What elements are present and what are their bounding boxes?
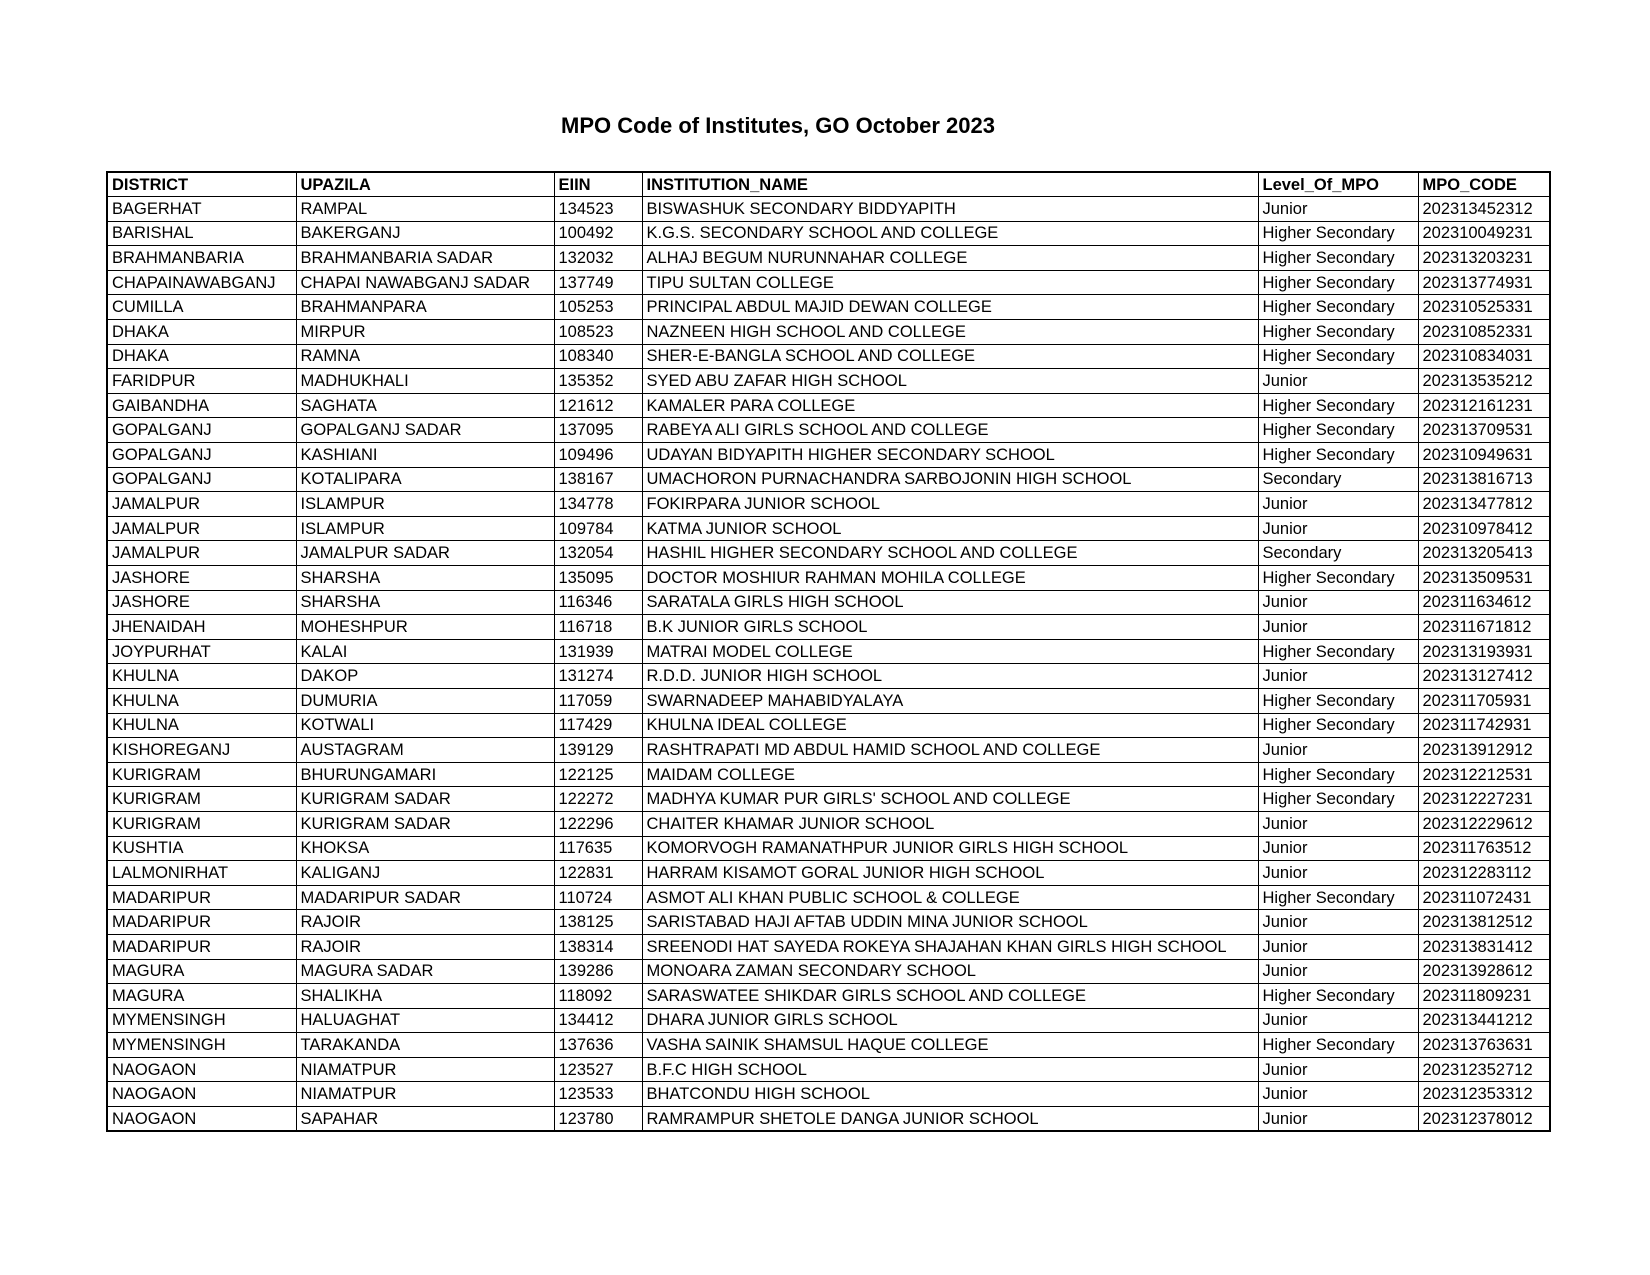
eiin-cell: 132054 [554,541,642,566]
mpo-code-cell: 202311634612 [1418,590,1550,615]
mpo-code-cell: 202310525331 [1418,295,1550,320]
upazila-cell: ISLAMPUR [296,492,554,517]
institution-name-cell: ASMOT ALI KHAN PUBLIC SCHOOL & COLLEGE [642,885,1258,910]
institution-name-cell: FOKIRPARA JUNIOR SCHOOL [642,492,1258,517]
upazila-cell: KHOKSA [296,836,554,861]
table-row [107,836,1550,861]
upazila-cell: SHARSHA [296,590,554,615]
district-cell: CHAPAINAWABGANJ [107,270,296,295]
level-of-mpo-cell: Secondary [1258,541,1418,566]
eiin-cell: 123780 [554,1107,642,1132]
column-header-mpo-code: MPO_CODE [1418,172,1550,197]
institution-name-cell: VASHA SAINIK SHAMSUL HAQUE COLLEGE [642,1033,1258,1058]
level-of-mpo-cell: Higher Secondary [1258,639,1418,664]
institution-name-cell: B.K JUNIOR GIRLS SCHOOL [642,615,1258,640]
institution-name-cell: B.F.C HIGH SCHOOL [642,1057,1258,1082]
level-of-mpo-cell: Higher Secondary [1258,320,1418,345]
table-row [107,467,1550,492]
upazila-cell: KURIGRAM SADAR [296,787,554,812]
mpo-code-cell: 202313912912 [1418,738,1550,763]
eiin-cell: 118092 [554,984,642,1009]
table-header-row [107,172,1550,197]
table-row [107,566,1550,591]
eiin-cell: 138167 [554,467,642,492]
table-row [107,762,1550,787]
upazila-cell: ISLAMPUR [296,516,554,541]
level-of-mpo-cell: Higher Secondary [1258,762,1418,787]
institution-name-cell: DOCTOR MOSHIUR RAHMAN MOHILA COLLEGE [642,566,1258,591]
table-row [107,516,1550,541]
eiin-cell: 137636 [554,1033,642,1058]
level-of-mpo-cell: Junior [1258,1008,1418,1033]
mpo-code-cell: 202310978412 [1418,516,1550,541]
table-row [107,787,1550,812]
mpo-code-cell: 202313205413 [1418,541,1550,566]
upazila-cell: MOHESHPUR [296,615,554,640]
district-cell: JAMALPUR [107,492,296,517]
mpo-code-cell: 202311671812 [1418,615,1550,640]
level-of-mpo-cell: Junior [1258,492,1418,517]
eiin-cell: 122272 [554,787,642,812]
institution-name-cell: RABEYA ALI GIRLS SCHOOL AND COLLEGE [642,418,1258,443]
mpo-code-cell: 202313441212 [1418,1008,1550,1033]
district-cell: KURIGRAM [107,811,296,836]
mpo-code-cell: 202312229612 [1418,811,1550,836]
institution-name-cell: KATMA JUNIOR SCHOOL [642,516,1258,541]
eiin-cell: 132032 [554,246,642,271]
institution-name-cell: K.G.S. SECONDARY SCHOOL AND COLLEGE [642,221,1258,246]
upazila-cell: SAPAHAR [296,1107,554,1132]
eiin-cell: 105253 [554,295,642,320]
table-row [107,418,1550,443]
level-of-mpo-cell: Higher Secondary [1258,713,1418,738]
eiin-cell: 100492 [554,221,642,246]
institution-name-cell: SWARNADEEP MAHABIDYALAYA [642,688,1258,713]
upazila-cell: NIAMATPUR [296,1082,554,1107]
eiin-cell: 131274 [554,664,642,689]
level-of-mpo-cell: Higher Secondary [1258,221,1418,246]
table-row [107,443,1550,468]
eiin-cell: 135095 [554,566,642,591]
eiin-cell: 134412 [554,1008,642,1033]
institution-name-cell: CHAITER KHAMAR JUNIOR SCHOOL [642,811,1258,836]
mpo-code-cell: 202313928612 [1418,959,1550,984]
table-row [107,1057,1550,1082]
mpo-code-cell: 202313709531 [1418,418,1550,443]
eiin-cell: 108523 [554,320,642,345]
upazila-cell: RAJOIR [296,934,554,959]
institution-name-cell: PRINCIPAL ABDUL MAJID DEWAN COLLEGE [642,295,1258,320]
column-header-eiin: EIIN [554,172,642,197]
level-of-mpo-cell: Higher Secondary [1258,418,1418,443]
mpo-code-cell: 202313774931 [1418,270,1550,295]
district-cell: GOPALGANJ [107,418,296,443]
mpo-code-cell: 202313535212 [1418,369,1550,394]
level-of-mpo-cell: Junior [1258,861,1418,886]
mpo-code-cell: 202311809231 [1418,984,1550,1009]
district-cell: JOYPURHAT [107,639,296,664]
district-cell: MAGURA [107,984,296,1009]
level-of-mpo-cell: Junior [1258,516,1418,541]
mpo-code-cell: 202313127412 [1418,664,1550,689]
district-cell: DHAKA [107,320,296,345]
level-of-mpo-cell: Junior [1258,1057,1418,1082]
district-cell: JASHORE [107,590,296,615]
district-cell: JAMALPUR [107,516,296,541]
district-cell: DHAKA [107,344,296,369]
upazila-cell: RAMNA [296,344,554,369]
upazila-cell: BAKERGANJ [296,221,554,246]
upazila-cell: RAJOIR [296,910,554,935]
institution-name-cell: SYED ABU ZAFAR HIGH SCHOOL [642,369,1258,394]
level-of-mpo-cell: Junior [1258,1082,1418,1107]
institution-name-cell: UDAYAN BIDYAPITH HIGHER SECONDARY SCHOOL [642,443,1258,468]
district-cell: NAOGAON [107,1057,296,1082]
table-row [107,541,1550,566]
district-cell: MADARIPUR [107,885,296,910]
mpo-code-cell: 202312227231 [1418,787,1550,812]
eiin-cell: 139129 [554,738,642,763]
district-cell: KHULNA [107,664,296,689]
table-row [107,393,1550,418]
eiin-cell: 109784 [554,516,642,541]
district-cell: JAMALPUR [107,541,296,566]
upazila-cell: KOTWALI [296,713,554,738]
mpo-code-cell: 202311072431 [1418,885,1550,910]
upazila-cell: KURIGRAM SADAR [296,811,554,836]
level-of-mpo-cell: Higher Secondary [1258,246,1418,271]
upazila-cell: SHALIKHA [296,984,554,1009]
level-of-mpo-cell: Junior [1258,738,1418,763]
district-cell: JASHORE [107,566,296,591]
table-row [107,811,1550,836]
institution-name-cell: MONOARA ZAMAN SECONDARY SCHOOL [642,959,1258,984]
eiin-cell: 135352 [554,369,642,394]
district-cell: BAGERHAT [107,197,296,222]
page-title: MPO Code of Institutes, GO October 2023 [561,113,995,138]
mpo-code-cell: 202310949631 [1418,443,1550,468]
level-of-mpo-cell: Higher Secondary [1258,688,1418,713]
column-header-district: DISTRICT [107,172,296,197]
institution-name-cell: SREENODI HAT SAYEDA ROKEYA SHAJAHAN KHAN GIRLS HIGH SCHOOL [642,934,1258,959]
institution-name-cell: BHATCONDU HIGH SCHOOL [642,1082,1258,1107]
table-row [107,492,1550,517]
eiin-cell: 117635 [554,836,642,861]
mpo-code-cell: 202313203231 [1418,246,1550,271]
institution-name-cell: ALHAJ BEGUM NURUNNAHAR COLLEGE [642,246,1258,271]
eiin-cell: 121612 [554,393,642,418]
eiin-cell: 108340 [554,344,642,369]
table-row [107,639,1550,664]
district-cell: KURIGRAM [107,787,296,812]
eiin-cell: 110724 [554,885,642,910]
table-row [107,861,1550,886]
institution-name-cell: SARASWATEE SHIKDAR GIRLS SCHOOL AND COLLEGE [642,984,1258,1009]
eiin-cell: 117059 [554,688,642,713]
mpo-code-cell: 202313193931 [1418,639,1550,664]
upazila-cell: RAMPAL [296,197,554,222]
upazila-cell: TARAKANDA [296,1033,554,1058]
table-row [107,221,1550,246]
table-row [107,664,1550,689]
table-row [107,984,1550,1009]
institution-name-cell: SARATALA GIRLS HIGH SCHOOL [642,590,1258,615]
table-row [107,270,1550,295]
district-cell: GOPALGANJ [107,467,296,492]
table-row [107,885,1550,910]
upazila-cell: BRAHMANBARIA SADAR [296,246,554,271]
mpo-code-cell: 202313509531 [1418,566,1550,591]
table-row [107,590,1550,615]
upazila-cell: HALUAGHAT [296,1008,554,1033]
mpo-code-cell: 202310834031 [1418,344,1550,369]
district-cell: MYMENSINGH [107,1033,296,1058]
mpo-code-cell: 202313816713 [1418,467,1550,492]
district-cell: GAIBANDHA [107,393,296,418]
institution-name-cell: NAZNEEN HIGH SCHOOL AND COLLEGE [642,320,1258,345]
mpo-code-cell: 202313452312 [1418,197,1550,222]
level-of-mpo-cell: Higher Secondary [1258,787,1418,812]
table-row [107,615,1550,640]
district-cell: KHULNA [107,688,296,713]
district-cell: MYMENSINGH [107,1008,296,1033]
table-body [107,197,1550,1132]
mpo-code-cell: 202312378012 [1418,1107,1550,1132]
institution-name-cell: DHARA JUNIOR GIRLS SCHOOL [642,1008,1258,1033]
upazila-cell: KALAI [296,639,554,664]
level-of-mpo-cell: Higher Secondary [1258,344,1418,369]
column-header-upazila: UPAZILA [296,172,554,197]
mpo-code-cell: 202312353312 [1418,1082,1550,1107]
table-row [107,1082,1550,1107]
district-cell: FARIDPUR [107,369,296,394]
district-cell: BRAHMANBARIA [107,246,296,271]
institution-name-cell: TIPU SULTAN COLLEGE [642,270,1258,295]
upazila-cell: SHARSHA [296,566,554,591]
table-row [107,197,1550,222]
level-of-mpo-cell: Junior [1258,1107,1418,1132]
eiin-cell: 123533 [554,1082,642,1107]
eiin-cell: 138314 [554,934,642,959]
institution-name-cell: R.D.D. JUNIOR HIGH SCHOOL [642,664,1258,689]
district-cell: KHULNA [107,713,296,738]
institution-name-cell: SHER-E-BANGLA SCHOOL AND COLLEGE [642,344,1258,369]
table-row [107,738,1550,763]
level-of-mpo-cell: Junior [1258,811,1418,836]
table-row [107,246,1550,271]
mpo-code-cell: 202311742931 [1418,713,1550,738]
upazila-cell: MAGURA SADAR [296,959,554,984]
eiin-cell: 131939 [554,639,642,664]
table-row [107,688,1550,713]
eiin-cell: 134778 [554,492,642,517]
institution-name-cell: SARISTABAD HAJI AFTAB UDDIN MINA JUNIOR SCHOOL [642,910,1258,935]
mpo-code-cell: 202312212531 [1418,762,1550,787]
level-of-mpo-cell: Higher Secondary [1258,270,1418,295]
mpo-code-table [106,171,1551,1132]
mpo-code-cell: 202310049231 [1418,221,1550,246]
upazila-cell: KOTALIPARA [296,467,554,492]
district-cell: NAOGAON [107,1082,296,1107]
upazila-cell: MADARIPUR SADAR [296,885,554,910]
institution-name-cell: KAMALER PARA COLLEGE [642,393,1258,418]
district-cell: KURIGRAM [107,762,296,787]
eiin-cell: 123527 [554,1057,642,1082]
upazila-cell: MIRPUR [296,320,554,345]
level-of-mpo-cell: Higher Secondary [1258,295,1418,320]
level-of-mpo-cell: Higher Secondary [1258,393,1418,418]
eiin-cell: 122125 [554,762,642,787]
level-of-mpo-cell: Higher Secondary [1258,443,1418,468]
eiin-cell: 137749 [554,270,642,295]
district-cell: KUSHTIA [107,836,296,861]
institution-name-cell: KHULNA IDEAL COLLEGE [642,713,1258,738]
mpo-code-cell: 202312352712 [1418,1057,1550,1082]
mpo-code-cell: 202313831412 [1418,934,1550,959]
district-cell: NAOGAON [107,1107,296,1132]
institution-name-cell: RAMRAMPUR SHETOLE DANGA JUNIOR SCHOOL [642,1107,1258,1132]
upazila-cell: JAMALPUR SADAR [296,541,554,566]
district-cell: KISHOREGANJ [107,738,296,763]
upazila-cell: DAKOP [296,664,554,689]
eiin-cell: 138125 [554,910,642,935]
level-of-mpo-cell: Higher Secondary [1258,566,1418,591]
mpo-code-cell: 202312161231 [1418,393,1550,418]
level-of-mpo-cell: Junior [1258,934,1418,959]
institution-name-cell: UMACHORON PURNACHANDRA SARBOJONIN HIGH SCHOOL [642,467,1258,492]
upazila-cell: CHAPAI NAWABGANJ SADAR [296,270,554,295]
level-of-mpo-cell: Junior [1258,197,1418,222]
institution-name-cell: HASHIL HIGHER SECONDARY SCHOOL AND COLLEGE [642,541,1258,566]
column-header-level-of-mpo: Level_Of_MPO [1258,172,1418,197]
upazila-cell: BRAHMANPARA [296,295,554,320]
eiin-cell: 116346 [554,590,642,615]
upazila-cell: SAGHATA [296,393,554,418]
table-row [107,934,1550,959]
table-row [107,369,1550,394]
district-cell: MADARIPUR [107,934,296,959]
upazila-cell: KASHIANI [296,443,554,468]
upazila-cell: GOPALGANJ SADAR [296,418,554,443]
level-of-mpo-cell: Higher Secondary [1258,1033,1418,1058]
level-of-mpo-cell: Junior [1258,664,1418,689]
upazila-cell: AUSTAGRAM [296,738,554,763]
column-header-institution-name: INSTITUTION_NAME [642,172,1258,197]
table-row [107,295,1550,320]
institution-name-cell: KOMORVOGH RAMANATHPUR JUNIOR GIRLS HIGH SCHOOL [642,836,1258,861]
mpo-code-cell: 202310852331 [1418,320,1550,345]
table-row [107,959,1550,984]
mpo-code-cell: 202313763631 [1418,1033,1550,1058]
district-cell: LALMONIRHAT [107,861,296,886]
level-of-mpo-cell: Junior [1258,590,1418,615]
level-of-mpo-cell: Junior [1258,369,1418,394]
district-cell: JHENAIDAH [107,615,296,640]
upazila-cell: NIAMATPUR [296,1057,554,1082]
upazila-cell: BHURUNGAMARI [296,762,554,787]
mpo-code-cell: 202313477812 [1418,492,1550,517]
upazila-cell: KALIGANJ [296,861,554,886]
institution-name-cell: MATRAI MODEL COLLEGE [642,639,1258,664]
table-row [107,344,1550,369]
institution-name-cell: MADHYA KUMAR PUR GIRLS' SCHOOL AND COLLEGE [642,787,1258,812]
level-of-mpo-cell: Junior [1258,615,1418,640]
mpo-code-cell: 202313812512 [1418,910,1550,935]
table-row [107,320,1550,345]
eiin-cell: 122296 [554,811,642,836]
eiin-cell: 109496 [554,443,642,468]
table-row [107,1008,1550,1033]
level-of-mpo-cell: Junior [1258,910,1418,935]
eiin-cell: 134523 [554,197,642,222]
institution-name-cell: MAIDAM COLLEGE [642,762,1258,787]
upazila-cell: MADHUKHALI [296,369,554,394]
mpo-code-cell: 202312283112 [1418,861,1550,886]
level-of-mpo-cell: Junior [1258,836,1418,861]
upazila-cell: DUMURIA [296,688,554,713]
mpo-code-cell: 202311763512 [1418,836,1550,861]
table-row [107,1033,1550,1058]
eiin-cell: 116718 [554,615,642,640]
table-row [107,713,1550,738]
institution-name-cell: BISWASHUK SECONDARY BIDDYAPITH [642,197,1258,222]
eiin-cell: 122831 [554,861,642,886]
table-row [107,1107,1550,1132]
level-of-mpo-cell: Higher Secondary [1258,984,1418,1009]
level-of-mpo-cell: Secondary [1258,467,1418,492]
district-cell: GOPALGANJ [107,443,296,468]
district-cell: BARISHAL [107,221,296,246]
level-of-mpo-cell: Junior [1258,959,1418,984]
institution-name-cell: HARRAM KISAMOT GORAL JUNIOR HIGH SCHOOL [642,861,1258,886]
district-cell: MAGURA [107,959,296,984]
institution-name-cell: RASHTRAPATI MD ABDUL HAMID SCHOOL AND COLLEGE [642,738,1258,763]
district-cell: CUMILLA [107,295,296,320]
eiin-cell: 137095 [554,418,642,443]
eiin-cell: 139286 [554,959,642,984]
table-row [107,910,1550,935]
eiin-cell: 117429 [554,713,642,738]
level-of-mpo-cell: Higher Secondary [1258,885,1418,910]
district-cell: MADARIPUR [107,910,296,935]
mpo-code-cell: 202311705931 [1418,688,1550,713]
